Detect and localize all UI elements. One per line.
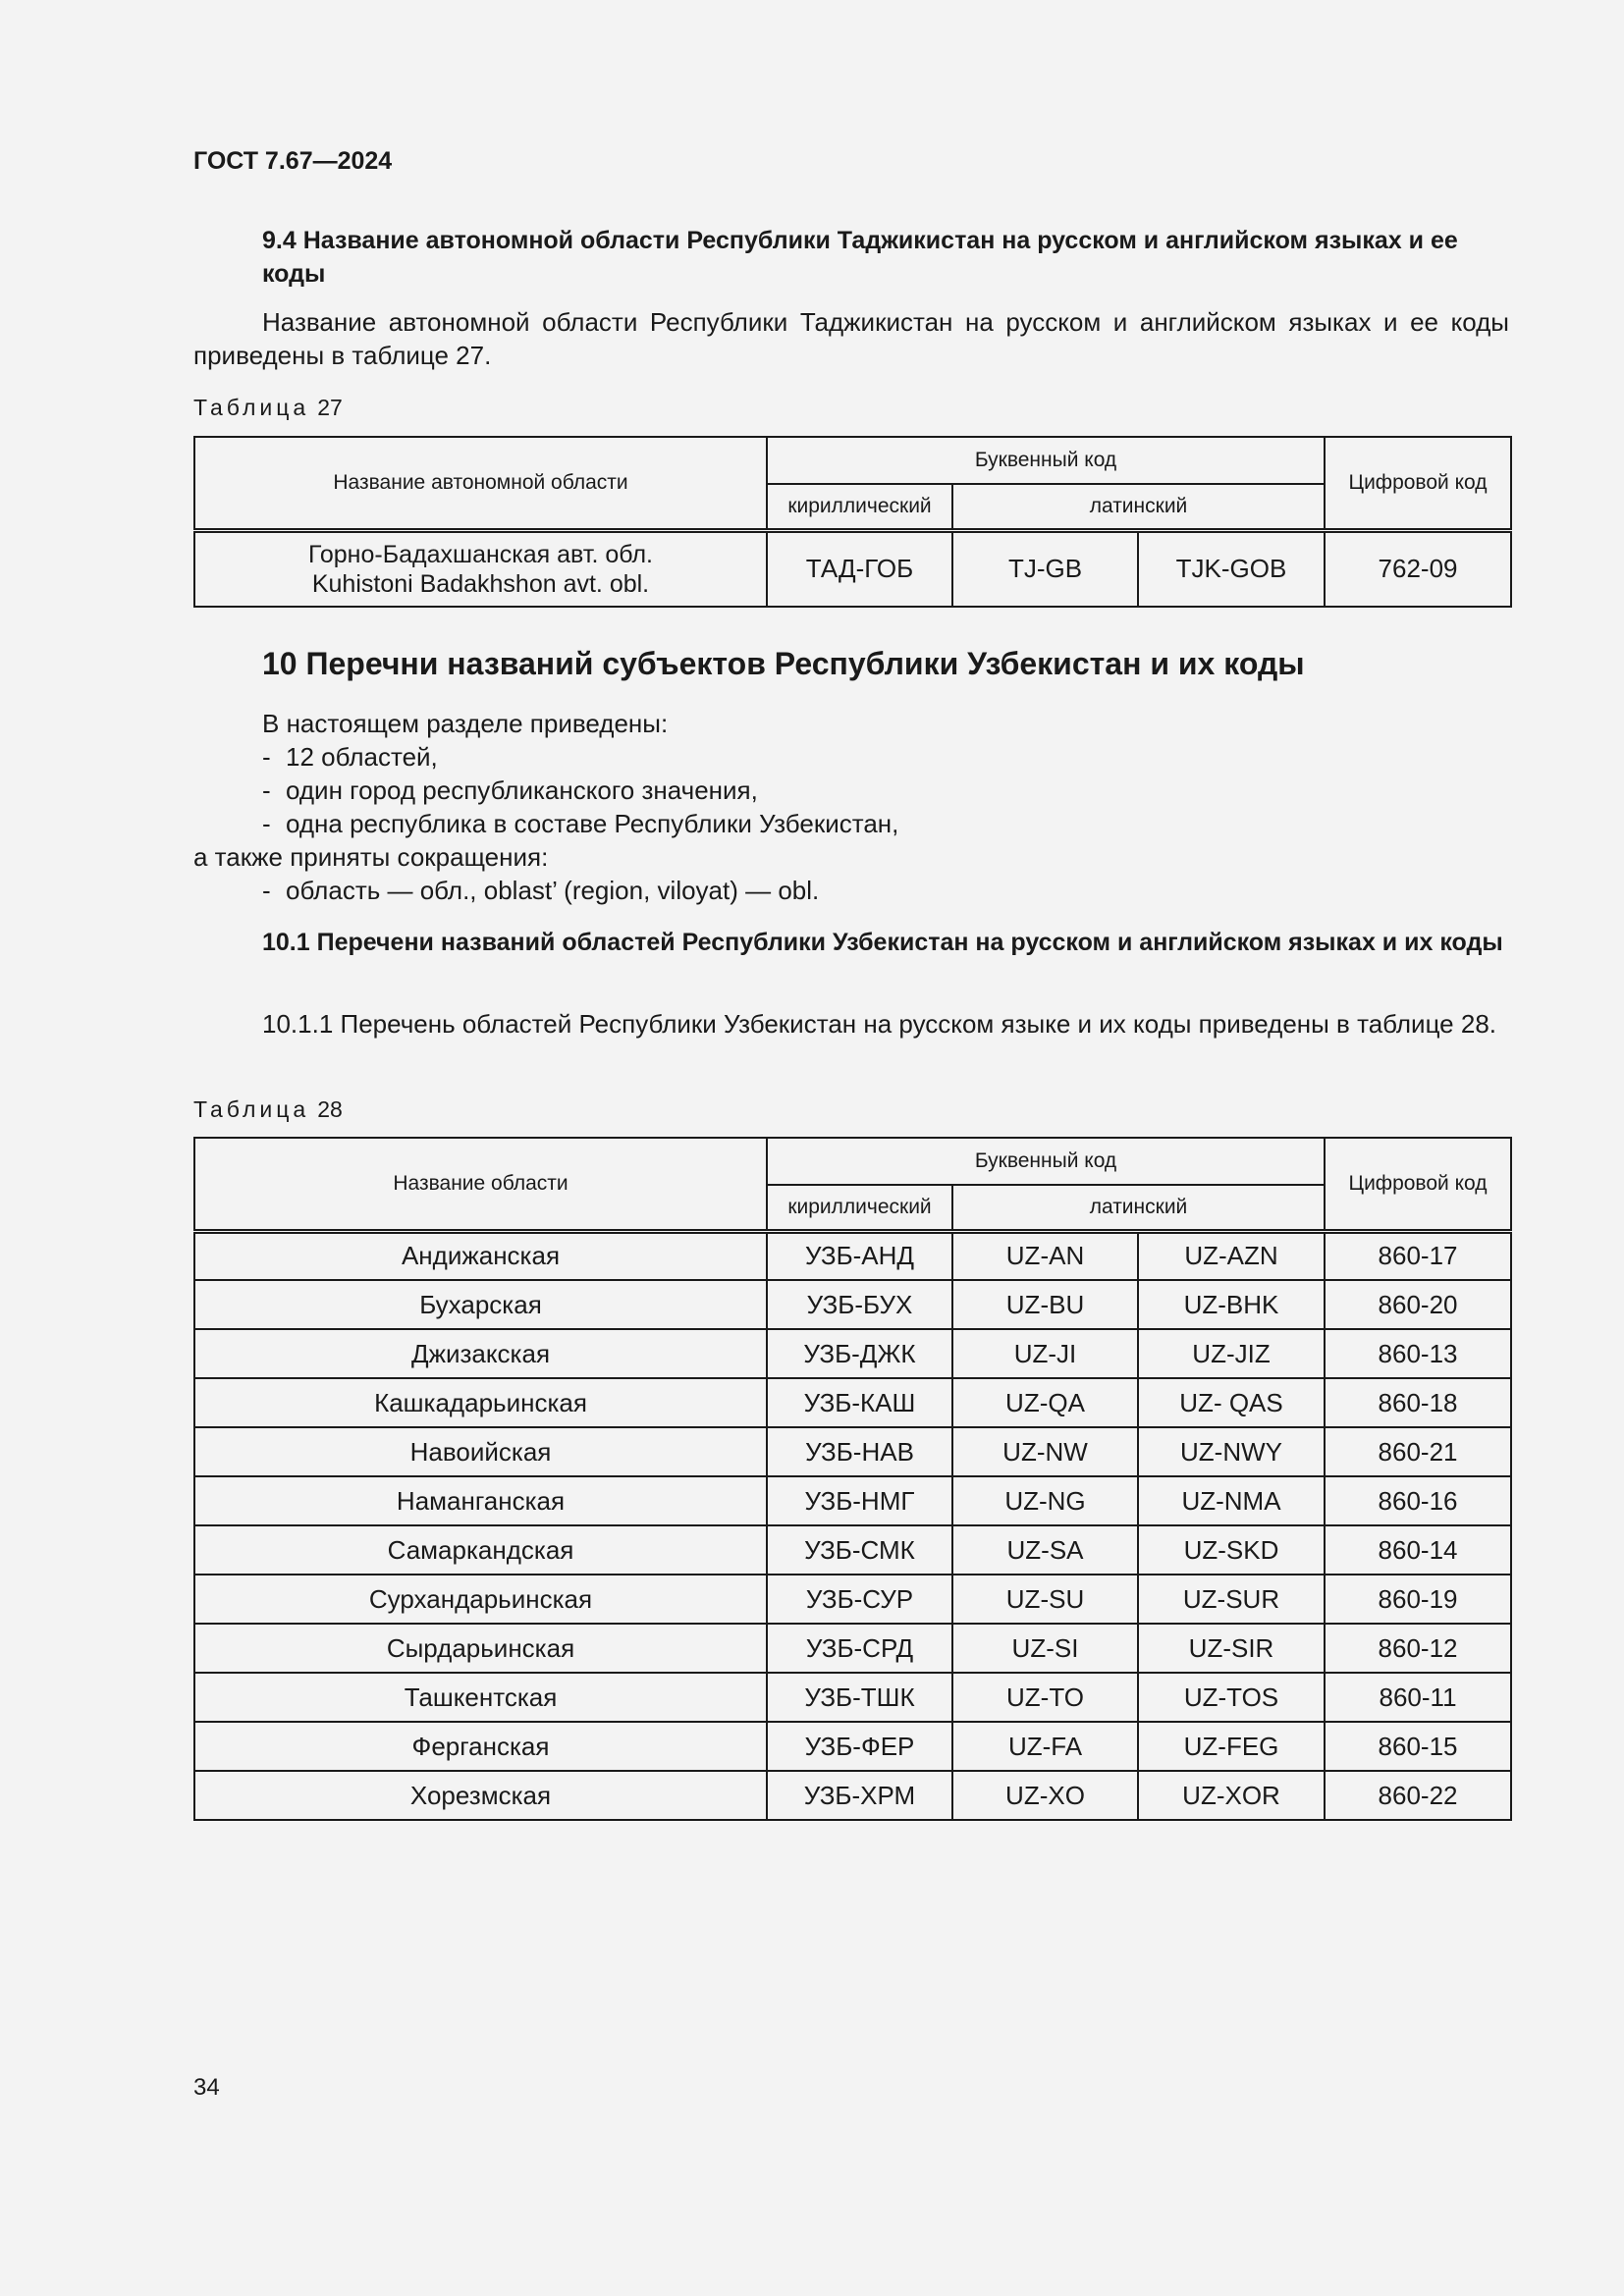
cell-latin-2: UZ-XO (952, 1771, 1138, 1820)
table-caption-number: 27 (317, 395, 343, 420)
table-row (194, 1231, 1511, 1280)
section-10-1-1-text: 10.1.1 Перечень областей Республики Узбекистан на русском языке и их коды приведены в таблице 28. (262, 1009, 1497, 1039)
list-item: - один город республиканского значения, (262, 775, 758, 805)
table-row (194, 1624, 1511, 1673)
cell-digital: 860-19 (1325, 1575, 1511, 1624)
section-9-4-heading: 9.4 Название автономной области Республики Таджикистан на русском и английском языках и ее коды (262, 227, 1458, 288)
cell-cyrillic: ТАД-ГОБ (767, 530, 952, 607)
standard-designation: ГОСТ 7.67—2024 (193, 147, 393, 175)
cell-name: Джизакская (194, 1329, 767, 1378)
cell-digital: 762-09 (1325, 530, 1511, 607)
cell-digital: 860-16 (1325, 1476, 1511, 1525)
cell-latin-2: UZ-FA (952, 1722, 1138, 1771)
header-digital-code: Цифровой код (1325, 437, 1511, 530)
table-row (194, 1476, 1511, 1525)
cell-latin-3: UZ-NWY (1138, 1427, 1325, 1476)
name-ru: Горно-Бадахшанская авт. обл. (308, 540, 653, 568)
cell-name: Навоийская (194, 1427, 767, 1476)
cell-cyrillic: УЗБ-ХРМ (767, 1771, 952, 1820)
cell-name: Андижанская (194, 1231, 767, 1280)
cell-latin-3: UZ-JIZ (1138, 1329, 1325, 1378)
section-10-heading: 10 Перечни названий субъектов Республики Узбекистан и их коды (262, 646, 1305, 681)
cell-latin-2: TJ-GB (952, 530, 1138, 607)
cell-latin-2: UZ-AN (952, 1231, 1138, 1280)
table-row (194, 1771, 1511, 1820)
header-latin: латинский (952, 1185, 1325, 1231)
cell-latin-3: UZ-AZN (1138, 1231, 1325, 1280)
header-cyrillic: кириллический (767, 1185, 952, 1231)
cell-name: Кашкадарьинская (194, 1378, 767, 1427)
cell-latin-2: UZ-NG (952, 1476, 1138, 1525)
cell-latin-2: UZ-SU (952, 1575, 1138, 1624)
list-item: - одна республика в составе Республики Узбекистан, (262, 809, 899, 838)
header-name: Название области (194, 1138, 767, 1231)
cell-digital: 860-13 (1325, 1329, 1511, 1378)
header-latin: латинский (952, 484, 1325, 530)
abbr-intro: а также приняты сокращения: (193, 842, 549, 872)
table-row (194, 1673, 1511, 1722)
section-10-list (193, 707, 898, 907)
cell-digital: 860-20 (1325, 1280, 1511, 1329)
cell-latin-2: UZ-JI (952, 1329, 1138, 1378)
table-row (194, 1378, 1511, 1427)
cell-cyrillic: УЗБ-НМГ (767, 1476, 952, 1525)
page-number: 34 (193, 2074, 220, 2101)
table-caption-label: Таблица (193, 395, 310, 420)
cell-cyrillic: УЗБ-БУХ (767, 1280, 952, 1329)
list-item: - область — обл., oblast’ (region, viloyat) — obl. (262, 876, 820, 905)
table-row (194, 1427, 1511, 1476)
cell-digital: 860-12 (1325, 1624, 1511, 1673)
cell-latin-2: UZ-NW (952, 1427, 1138, 1476)
cell-latin-2: UZ-TO (952, 1673, 1138, 1722)
header-letter-code: Буквенный код (767, 437, 1325, 484)
cell-digital: 860-15 (1325, 1722, 1511, 1771)
cell-cyrillic: УЗБ-АНД (767, 1231, 952, 1280)
header-name: Название автономной области (194, 437, 767, 530)
cell-latin-3: UZ-NMA (1138, 1476, 1325, 1525)
table-row (194, 1575, 1511, 1624)
cell-latin-3: UZ-SIR (1138, 1624, 1325, 1673)
table-27 (193, 436, 1512, 608)
list-intro: В настоящем разделе приведены: (262, 709, 669, 738)
cell-cyrillic: УЗБ-КАШ (767, 1378, 952, 1427)
name-en: Kuhistoni Badakhshon avt. obl. (311, 569, 650, 598)
cell-cyrillic: УЗБ-НАВ (767, 1427, 952, 1476)
header-cyrillic: кириллический (767, 484, 952, 530)
table-27-caption (193, 395, 343, 421)
cell-cyrillic: УЗБ-ДЖК (767, 1329, 952, 1378)
cell-name: Сырдарьинская (194, 1624, 767, 1673)
cell-latin-3: UZ-TOS (1138, 1673, 1325, 1722)
cell-digital: 860-21 (1325, 1427, 1511, 1476)
cell-latin-3: UZ-XOR (1138, 1771, 1325, 1820)
cell-name: Бухарская (194, 1280, 767, 1329)
table-row (194, 530, 1511, 607)
cell-latin-3: UZ- QAS (1138, 1378, 1325, 1427)
cell-latin-2: UZ-BU (952, 1280, 1138, 1329)
cell-latin-3: UZ-FEG (1138, 1722, 1325, 1771)
table-row (194, 1525, 1511, 1575)
cell-name: Самаркандская (194, 1525, 767, 1575)
cell-latin-3: TJK-GOB (1138, 530, 1325, 607)
table-caption-number: 28 (317, 1096, 343, 1122)
section-10-1-heading: 10.1 Перечени названий областей Республики Узбекистан на русском и английском языках и их коды (262, 929, 1503, 956)
cell-latin-2: UZ-SI (952, 1624, 1138, 1673)
cell-digital: 860-14 (1325, 1525, 1511, 1575)
section-9-4-text: Название автономной области Республики Таджикистан на русском и английском языках и ее коды приведены в таблице 27. (193, 307, 1509, 370)
cell-cyrillic: УЗБ-СРД (767, 1624, 952, 1673)
cell-digital: 860-22 (1325, 1771, 1511, 1820)
table-28 (193, 1137, 1512, 1821)
table-caption-label: Таблица (193, 1096, 310, 1122)
cell-name: Ферганская (194, 1722, 767, 1771)
table-row (194, 1280, 1511, 1329)
cell-cyrillic: УЗБ-ФЕР (767, 1722, 952, 1771)
header-letter-code: Буквенный код (767, 1138, 1325, 1185)
cell-latin-3: UZ-SKD (1138, 1525, 1325, 1575)
table-28-caption (193, 1096, 343, 1123)
cell-latin-3: UZ-BHK (1138, 1280, 1325, 1329)
table-row (194, 1329, 1511, 1378)
cell-name: Сурхандарьинская (194, 1575, 767, 1624)
cell-cyrillic: УЗБ-СМК (767, 1525, 952, 1575)
table-row (194, 1722, 1511, 1771)
cell-latin-2: UZ-QA (952, 1378, 1138, 1427)
cell-name: Наманганская (194, 1476, 767, 1525)
list-item: - 12 областей, (262, 742, 438, 772)
cell-cyrillic: УЗБ-СУР (767, 1575, 952, 1624)
cell-digital: 860-17 (1325, 1231, 1511, 1280)
cell-latin-2: UZ-SA (952, 1525, 1138, 1575)
header-digital-code: Цифровой код (1325, 1138, 1511, 1231)
cell-latin-3: UZ-SUR (1138, 1575, 1325, 1624)
cell-digital: 860-11 (1325, 1673, 1511, 1722)
cell-name (194, 530, 767, 607)
cell-cyrillic: УЗБ-ТШК (767, 1673, 952, 1722)
cell-name: Ташкентская (194, 1673, 767, 1722)
cell-name: Хорезмская (194, 1771, 767, 1820)
cell-digital: 860-18 (1325, 1378, 1511, 1427)
